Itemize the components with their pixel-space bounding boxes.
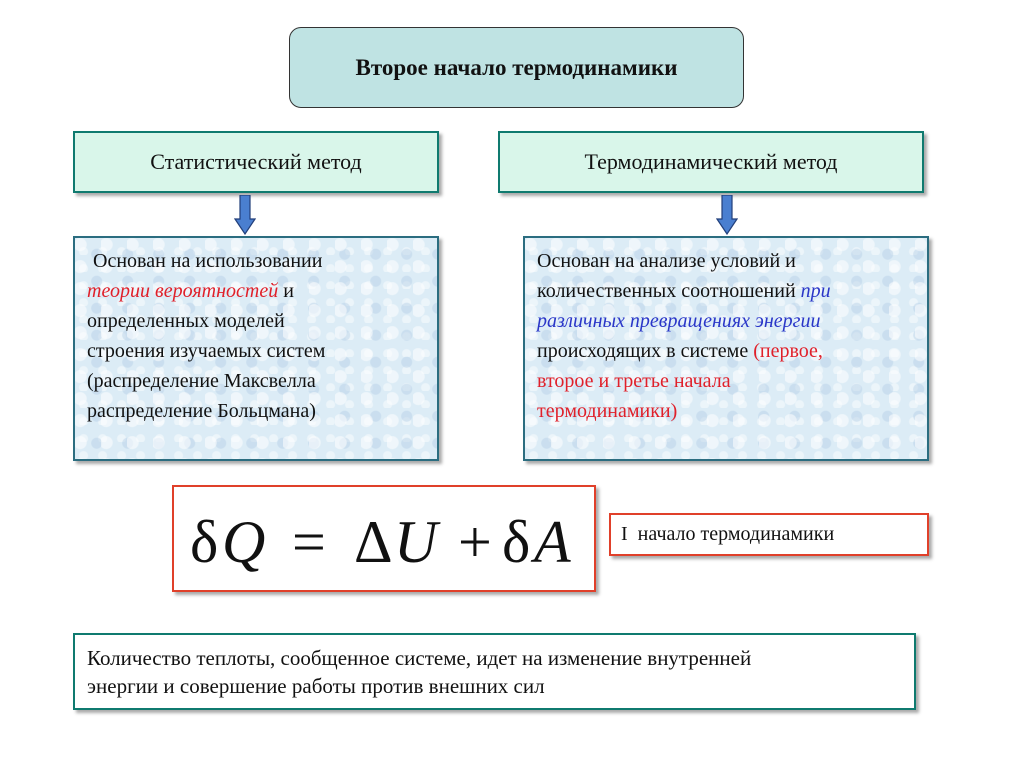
formula-q: Q	[222, 508, 266, 575]
desc-line: теории вероятностей и	[87, 280, 294, 302]
desc-line: второе и третье начала	[537, 370, 731, 392]
formula-u: U	[394, 508, 438, 575]
title-box	[289, 27, 744, 108]
desc-line: термодинамики)	[537, 400, 678, 422]
desc-line: распределение Больцмана)	[87, 400, 316, 422]
statistical-method-box	[73, 131, 439, 193]
desc-line: количественных соотношений при	[537, 280, 831, 302]
formula-plus: +	[458, 508, 492, 575]
down-arrow-icon	[234, 195, 256, 235]
down-arrow-icon	[716, 195, 738, 235]
energy-transformation-highlight: при	[800, 280, 831, 302]
probability-theory-highlight: теории вероятностей	[87, 280, 279, 302]
thermodynamic-method-box	[498, 131, 924, 193]
statement-line: Количество теплоты, сообщенное системе, идет на изменение внутренней	[87, 646, 752, 670]
formula-delta-q: δ	[190, 508, 219, 575]
desc-line: различных превращениях энергии	[537, 310, 821, 332]
statistical-method-label: Статистический метод	[150, 149, 362, 174]
formula-a: A	[534, 508, 571, 575]
desc-line: Основан на анализе условий и	[537, 250, 796, 272]
laws-highlight: (первое,	[753, 340, 823, 362]
first-law-formula-box	[172, 485, 596, 592]
first-law-statement-box	[73, 633, 916, 710]
formula-equals: =	[292, 508, 326, 575]
statistical-method-description	[73, 236, 439, 461]
desc-line: определенных моделей	[87, 310, 285, 332]
first-law-label-box	[609, 513, 929, 556]
desc-line: строения изучаемых систем	[87, 340, 326, 362]
thermodynamic-method-label: Термодинамический метод	[584, 149, 838, 174]
desc-line: Основан на использовании	[93, 250, 323, 272]
desc-line: происходящих в системе (первое,	[537, 340, 823, 362]
formula-delta-u: Δ	[354, 508, 393, 575]
thermodynamic-method-description	[523, 236, 929, 461]
formula-delta-a: δ	[502, 508, 531, 575]
statement-line: энергии и совершение работы против внешних сил	[87, 674, 545, 698]
diagram-title: Второе начало термодинамики	[355, 54, 678, 80]
first-law-label: I начало термодинамики	[621, 523, 835, 545]
desc-line: (распределение Максвелла	[87, 370, 316, 392]
first-law-formula	[184, 494, 584, 584]
